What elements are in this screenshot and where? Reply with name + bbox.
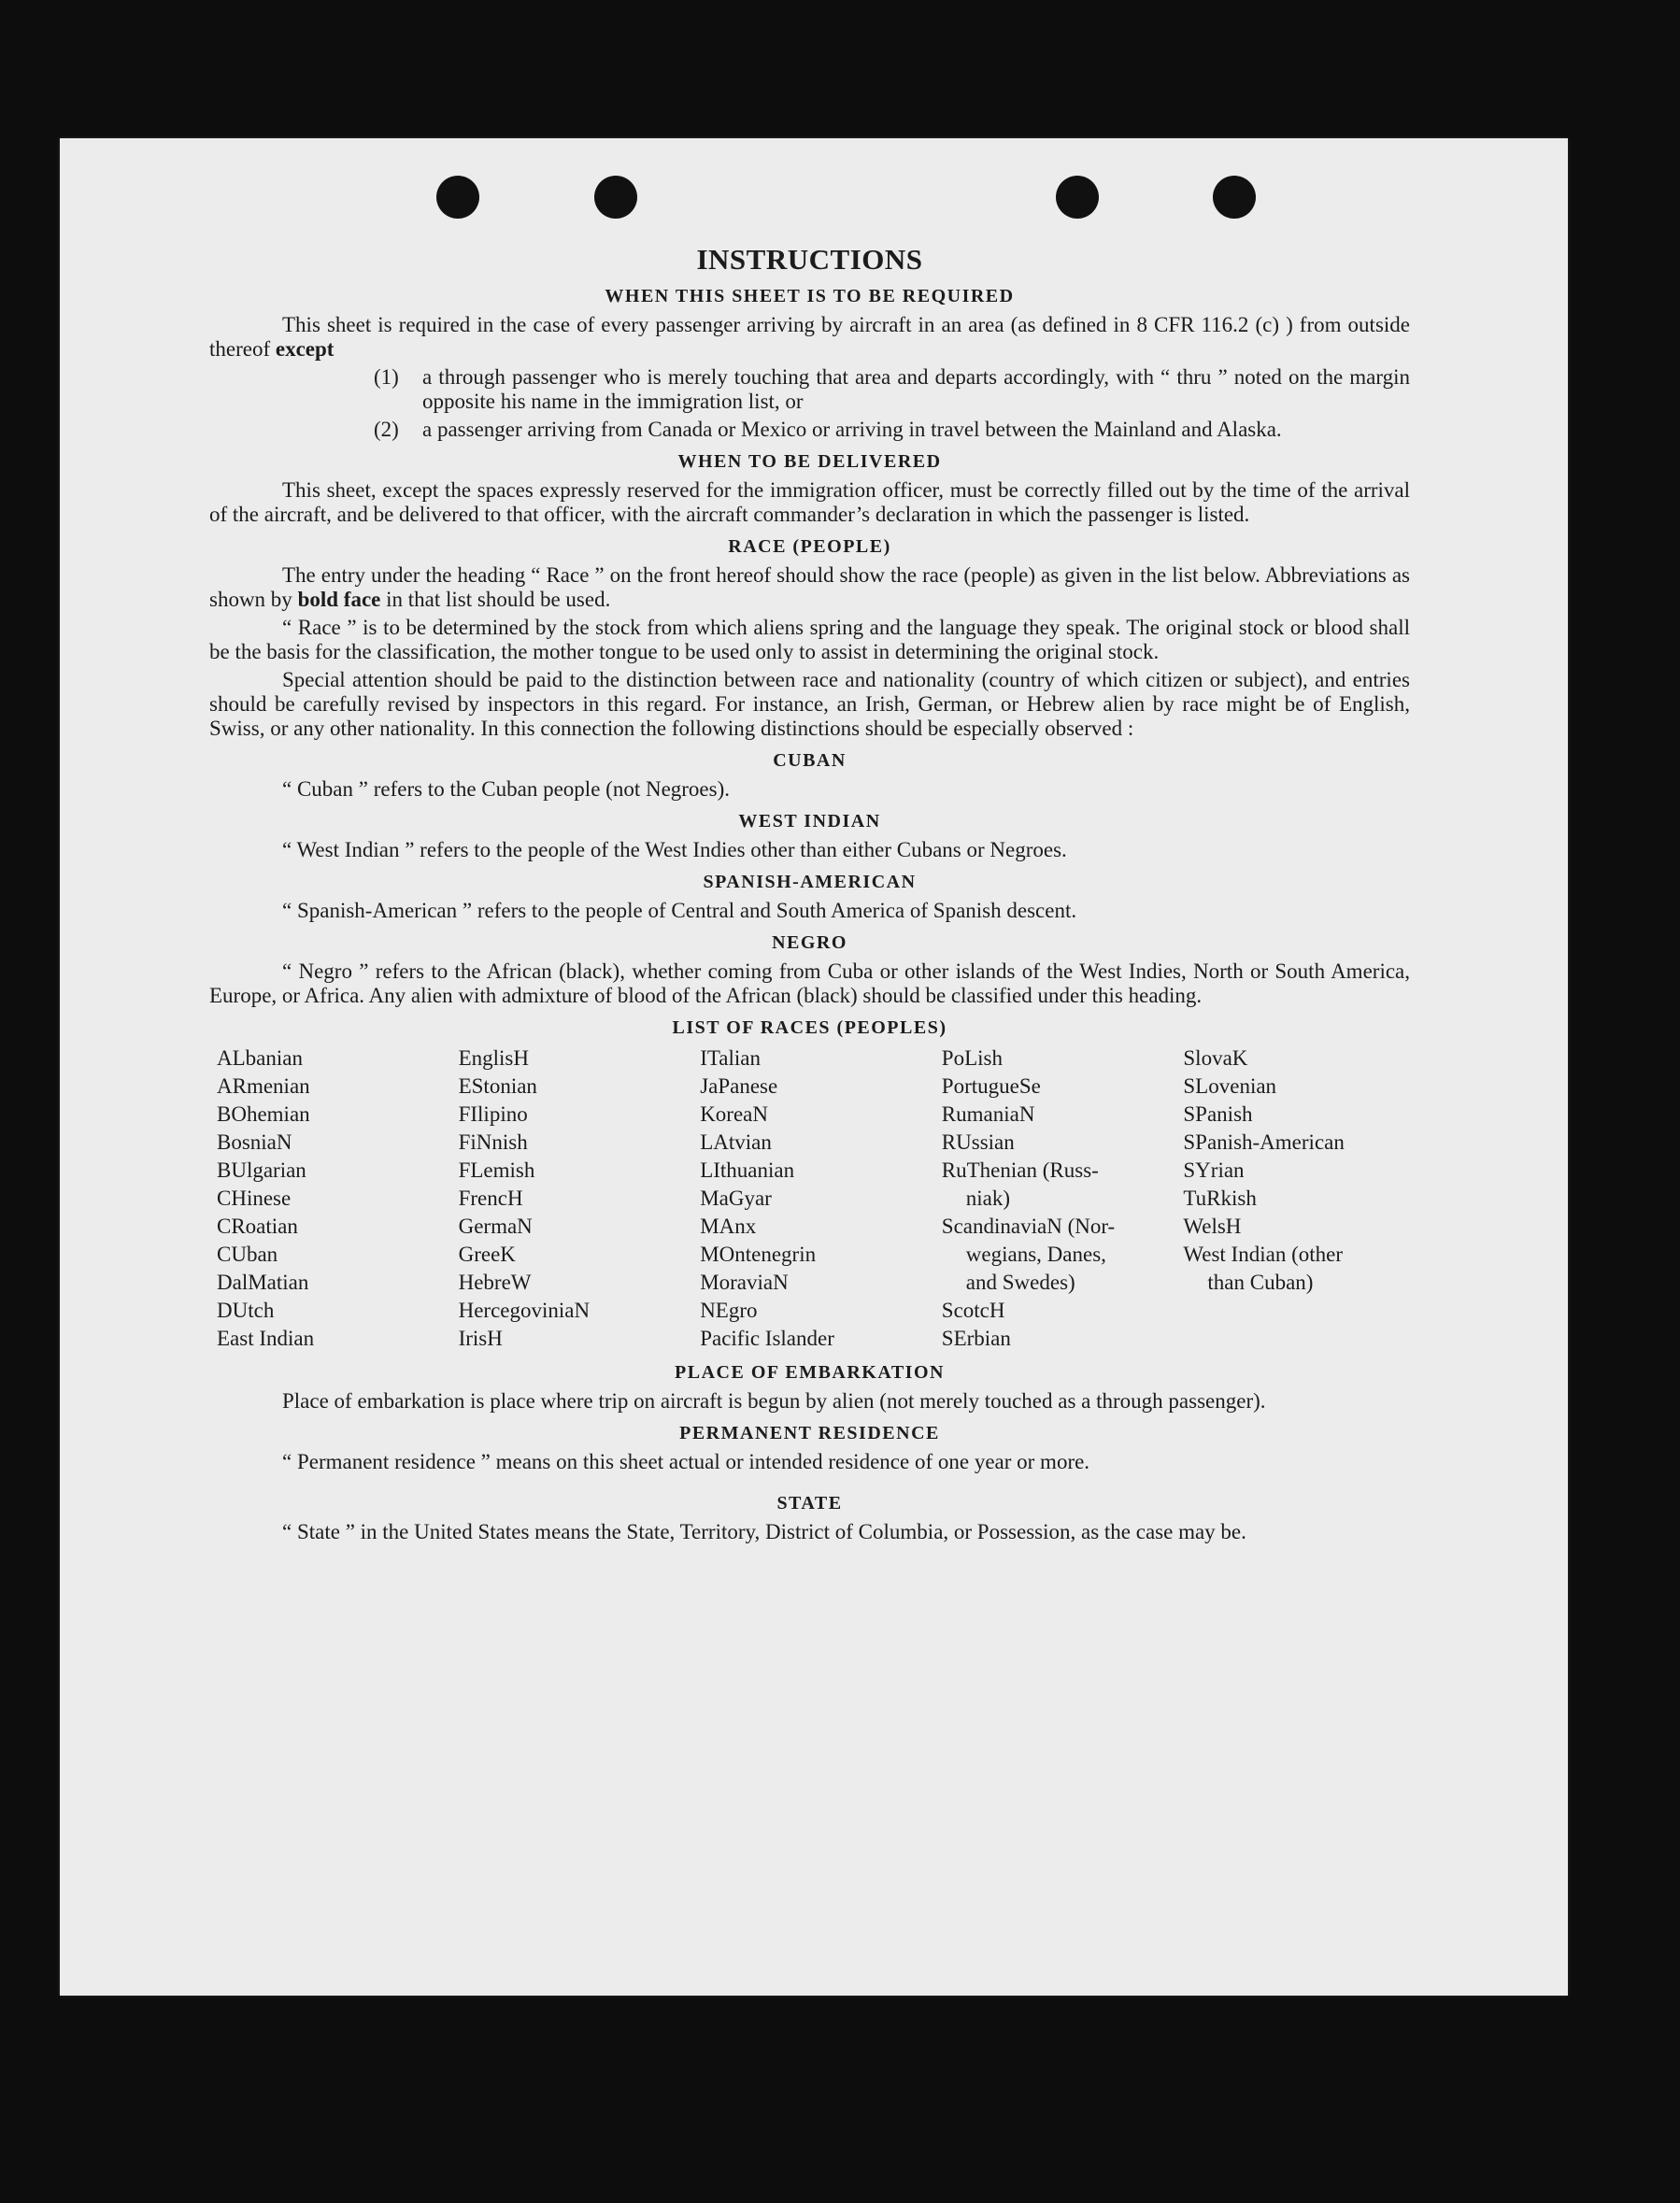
race-entry: CRoatian (217, 1215, 298, 1238)
race-entry: BUlgarian (217, 1158, 306, 1182)
race-entry: RumaniaN (941, 1102, 1035, 1126)
race-entry: FrencH (458, 1187, 523, 1210)
race-entry: Pacific Islander (700, 1327, 834, 1350)
race-entry: FIlipino (458, 1102, 528, 1126)
race-entry: TuRkish (1183, 1187, 1257, 1210)
race-entry: GreeK (458, 1243, 516, 1266)
race-entry-continued: than Cuban) (1207, 1271, 1314, 1294)
race-entry: SYrian (1183, 1158, 1245, 1182)
heading-negro: NEGRO (772, 932, 847, 953)
race-entry: ALbanian (217, 1046, 303, 1070)
race-entry: MOntenegrin (700, 1243, 817, 1266)
heading-west-indian: WEST INDIAN (738, 811, 881, 831)
race-entry: RUssian (941, 1130, 1015, 1154)
race-entry: West Indian (other (1183, 1243, 1343, 1266)
race-paragraph-3: Special attention should be paid to the distinction between race and nationality (country of which citizen or subject), and entries should be carefully revised by inspectors in this regard. For instance, an Irish, German, or Hebrew alien by race might be of English, Swiss, or any other nationality. In this connection the following distinctions should be especially observed : (209, 668, 1410, 740)
heading-cuban: CUBAN (773, 750, 847, 771)
punch-hole (594, 176, 637, 219)
race-entry: EStonian (458, 1074, 537, 1098)
race-entry: MoraviaN (700, 1271, 789, 1294)
race-entry: PortugueSe (941, 1074, 1041, 1098)
race-entry: EnglisH (458, 1046, 529, 1070)
races-column-2 (459, 1045, 686, 1353)
race-entry-continued: niak) (965, 1187, 1011, 1210)
race-entry: HercegoviniaN (458, 1299, 591, 1322)
race-entry: ScotcH (941, 1299, 1005, 1322)
negro-text: “ Negro ” refers to the African (black), whether coming from Cuba or other islands of the West Indies, North or South America, Europe, or Africa. Any alien with admixture of blood of the African (black) should be classified under this heading. (209, 959, 1410, 1007)
document-page (60, 138, 1568, 1996)
race-entry: SlovaK (1183, 1046, 1248, 1070)
race-entry: East Indian (217, 1327, 315, 1350)
west-indian-text: “ West Indian ” refers to the people of the West Indies other than either Cubans or Negroes. (282, 838, 1067, 861)
race-entry: SErbian (941, 1327, 1011, 1350)
races-column-4 (942, 1045, 1169, 1353)
race-entry: CHinese (217, 1187, 292, 1210)
race-entry: PoLish (941, 1046, 1003, 1070)
state-text: “ State ” in the United States means the State, Territory, District of Columbia, or Possession, as the case may be. (282, 1520, 1246, 1543)
race-entry: RuThenian (Russ- (941, 1158, 1099, 1182)
race-entry: MAnx (700, 1215, 757, 1238)
race-entry: HebreW (458, 1271, 532, 1294)
race-entry: LIthuanian (700, 1158, 795, 1182)
race-entry-continued: and Swedes) (965, 1271, 1075, 1294)
punch-hole (1213, 176, 1256, 219)
punch-hole (436, 176, 479, 219)
heading-embarkation: PLACE OF EMBARKATION (675, 1362, 945, 1383)
heading-spanish-american: SPANISH-AMERICAN (703, 872, 917, 892)
heading-permanent-residence: PERMANENT RESIDENCE (679, 1423, 940, 1443)
race-paragraph-2: “ Race ” is to be determined by the stock from which aliens spring and the language they speak. The original stock or blood shall be the basis for the classification, the mother tongue to be used only to assist in determining the original stock. (209, 616, 1410, 663)
required-item-1: (1) a through passenger who is merely touching that area and departs accordingly, with “ thru ” noted on the margin opposite his name in the immigration list, or (374, 365, 1410, 413)
required-intro: This sheet is required in the case of every passenger arriving by aircraft in an area (as defined in 8 CFR 116.2 (c) ) from outside thereof except (209, 313, 1410, 361)
race-entry: SLovenian (1183, 1074, 1277, 1098)
race-entry: SPanish (1183, 1102, 1253, 1126)
race-entry: MaGyar (700, 1187, 772, 1210)
page-title: INSTRUCTIONS (696, 243, 923, 276)
heading-required: WHEN THIS SHEET IS TO BE REQUIRED (605, 286, 1015, 306)
required-item-2: (2) a passenger arriving from Canada or Mexico or arriving in travel between the Mainland and Alaska. (374, 418, 1282, 441)
heading-list-of-races: LIST OF RACES (PEOPLES) (672, 1017, 947, 1038)
race-entry: BosniaN (217, 1130, 292, 1154)
race-entry: WelsH (1183, 1215, 1242, 1238)
races-list (217, 1045, 1410, 1353)
heading-race: RACE (PEOPLE) (728, 536, 891, 557)
race-entry: FLemish (458, 1158, 535, 1182)
race-entry: ARmenian (217, 1074, 310, 1098)
spanish-american-text: “ Spanish-American ” refers to the people of Central and South America of Spanish descent. (282, 899, 1077, 922)
residence-text: “ Permanent residence ” means on this sheet actual or intended residence of one year or more. (282, 1450, 1090, 1473)
race-paragraph-1: The entry under the heading “ Race ” on the front hereof should show the race (people) as given in the list below. Abbreviations as shown by bold face in that list should be used. (209, 563, 1410, 611)
heading-delivered: WHEN TO BE DELIVERED (677, 451, 942, 472)
punch-hole (1056, 176, 1099, 219)
race-entry: KoreaN (700, 1102, 768, 1126)
race-entry: ITalian (700, 1046, 761, 1070)
race-entry: DUtch (217, 1299, 275, 1322)
race-entry: IrisH (458, 1327, 503, 1350)
races-column-3 (700, 1045, 927, 1353)
race-entry: SPanish-American (1183, 1130, 1345, 1154)
races-column-1 (217, 1045, 444, 1353)
race-entry: GermaN (458, 1215, 533, 1238)
race-entry: DalMatian (217, 1271, 309, 1294)
race-entry: CUban (217, 1243, 278, 1266)
heading-state: STATE (776, 1493, 843, 1514)
race-entry: LAtvian (700, 1130, 772, 1154)
race-entry: ScandinaviaN (Nor- (941, 1215, 1116, 1238)
embarkation-text: Place of embarkation is place where trip on aircraft is begun by alien (not merely touched as a through passenger). (282, 1389, 1266, 1413)
race-entry-continued: wegians, Danes, (965, 1243, 1106, 1266)
races-column-5 (1183, 1045, 1410, 1353)
race-entry: NEgro (700, 1299, 758, 1322)
delivered-text: This sheet, except the spaces expressly reserved for the immigration officer, must be correctly filled out by the time of the arrival of the aircraft, and be delivered to that officer, with the aircraft commander’s declaration in which the passenger is listed. (209, 478, 1410, 526)
race-entry: FiNnish (458, 1130, 528, 1154)
cuban-text: “ Cuban ” refers to the Cuban people (not Negroes). (282, 777, 731, 801)
race-entry: BOhemian (217, 1102, 310, 1126)
race-entry: JaPanese (700, 1074, 778, 1098)
instructions-content (209, 243, 1410, 1548)
